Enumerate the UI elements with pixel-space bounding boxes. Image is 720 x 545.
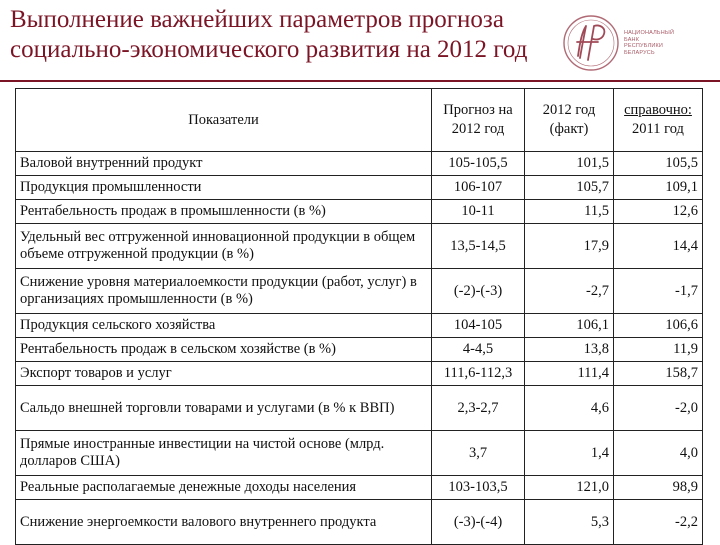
row-fact: 121,0 (525, 476, 614, 500)
row-indicator: Рентабельность продаж в промышленности (в %) (16, 200, 432, 224)
row-reference: 14,4 (614, 224, 703, 269)
table-row (16, 338, 703, 362)
table-header-row (16, 89, 703, 152)
national-bank-logo (560, 12, 710, 74)
row-fact: 1,4 (525, 431, 614, 476)
row-indicator: Продукция промышленности (16, 176, 432, 200)
row-forecast: 104-105 (432, 314, 525, 338)
row-forecast: 4-4,5 (432, 338, 525, 362)
row-forecast: 103-103,5 (432, 476, 525, 500)
column-header-forecast: Прогноз на 2012 год (432, 89, 525, 152)
row-indicator: Рентабельность продаж в сельском хозяйстве (в %) (16, 338, 432, 362)
table-row (16, 200, 703, 224)
row-reference: -2,2 (614, 500, 703, 545)
row-reference: 11,9 (614, 338, 703, 362)
slide-header (0, 0, 720, 88)
row-indicator: Продукция сельского хозяйства (16, 314, 432, 338)
row-fact: 11,5 (525, 200, 614, 224)
table-row (16, 176, 703, 200)
row-indicator: Удельный вес отгруженной инновационной продукции в общем объеме отгруженной продукции (в %) (16, 224, 432, 269)
row-fact: 5,3 (525, 500, 614, 545)
row-forecast: 3,7 (432, 431, 525, 476)
row-forecast: (-3)-(-4) (432, 500, 525, 545)
table-row (16, 362, 703, 386)
row-reference: 105,5 (614, 152, 703, 176)
row-forecast: 10-11 (432, 200, 525, 224)
row-reference: -2,0 (614, 386, 703, 431)
title-line-1: Выполнение важнейших параметров прогноза (10, 6, 504, 33)
row-forecast: 105-105,5 (432, 152, 525, 176)
row-reference: 12,6 (614, 200, 703, 224)
table-row (16, 500, 703, 545)
row-reference: 109,1 (614, 176, 703, 200)
row-reference: 4,0 (614, 431, 703, 476)
logo-caption: НАЦИОНАЛЬНЫЙ БАНК РЕСПУБЛИКИ БЕЛАРУСЬ (624, 30, 675, 56)
row-indicator: Валовой внутренний продукт (16, 152, 432, 176)
column-header-fact: 2012 год (факт) (525, 89, 614, 152)
table-row (16, 224, 703, 269)
row-reference: -1,7 (614, 269, 703, 314)
slide-title (10, 5, 530, 65)
row-forecast: 106-107 (432, 176, 525, 200)
header-divider (0, 80, 720, 82)
table-row (16, 431, 703, 476)
column-header-indicator: Показатели (16, 89, 432, 152)
table-row (16, 314, 703, 338)
row-indicator: Прямые иностранные инвестиции на чистой основе (млрд. долларов США) (16, 431, 432, 476)
row-forecast: (-2)-(-3) (432, 269, 525, 314)
row-reference: 158,7 (614, 362, 703, 386)
row-reference: 98,9 (614, 476, 703, 500)
row-indicator: Снижение уровня материалоемкости продукции (работ, услуг) в организациях промышленности (в %) (16, 269, 432, 314)
column-header-reference: справочно: 2011 год (614, 89, 703, 152)
row-fact: 111,4 (525, 362, 614, 386)
row-indicator: Сальдо внешней торговли товарами и услугами (в % к ВВП) (16, 386, 432, 431)
row-indicator: Экспорт товаров и услуг (16, 362, 432, 386)
row-fact: 101,5 (525, 152, 614, 176)
row-reference: 106,6 (614, 314, 703, 338)
row-indicator: Снижение энергоемкости валового внутреннего продукта (16, 500, 432, 545)
row-forecast: 111,6-112,3 (432, 362, 525, 386)
forecast-table (15, 88, 703, 545)
row-fact: 106,1 (525, 314, 614, 338)
table-row (16, 152, 703, 176)
row-fact: 13,8 (525, 338, 614, 362)
title-line-2: социально-экономического развития на 2012 год (10, 36, 528, 63)
row-fact: 17,9 (525, 224, 614, 269)
row-forecast: 2,3-2,7 (432, 386, 525, 431)
table-row (16, 269, 703, 314)
row-indicator: Реальные располагаемые денежные доходы населения (16, 476, 432, 500)
table-row (16, 476, 703, 500)
row-forecast: 13,5-14,5 (432, 224, 525, 269)
row-fact: 105,7 (525, 176, 614, 200)
table-row (16, 386, 703, 431)
monogram-icon (560, 12, 622, 74)
row-fact: 4,6 (525, 386, 614, 431)
row-fact: -2,7 (525, 269, 614, 314)
